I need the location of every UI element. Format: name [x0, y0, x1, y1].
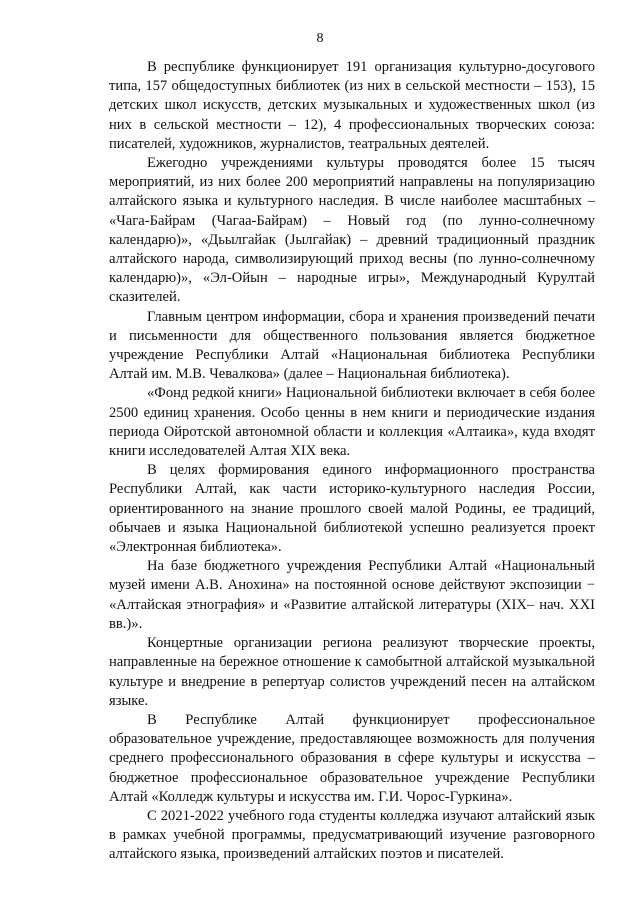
paragraph-cultural-organizations: В республике функционирует 191 организация культурно-досугового типа, 157 общедоступных библиотек (из них в сельской местности – 153), 15 детских школ искусств, детских музыкальных и художественных школ (из них в сельской местности – 12), 4 профессиональных творческих союза: писателей, художников, журналистов, театральных деятелей. [109, 59, 595, 152]
paragraph-electronic-library: В целях формирования единого информационного пространства Республики Алтай, как части историко-культурного наследия России, ориентированного на знание прошлого своей малой Родины, ее традиций, обычаев и языка Национальной библиотекой успешно реализуется проект «Электронная библиотека». [109, 462, 595, 556]
page-number: 8 [316, 31, 324, 46]
paragraph-concert-organizations: Концертные организации региона реализуют творческие проекты, направленные на бережное отношение к самобытной алтайской музыкальной культуре и внедрение в репертуар солистов учреждений песен на алтайском языке. [109, 635, 595, 709]
paragraph-college-studies: С 2021-2022 учебного года студенты колледжа изучают алтайский язык в рамках учебной программы, предусматривающий изучение разговорного алтайского языка, произведений алтайских поэтов и писателей. [109, 807, 595, 863]
paragraph-annual-events: Ежегодно учреждениями культуры проводятся более 15 тысяч мероприятий, из них более 200 мероприятий направлены на популяризацию алтайского языка и культурного наследия. В числе наиболее масштабных – «Чага-Байрам (Чагаа-Байрам) – Новый год (по лунно-солнечному календарю)», «Дьылгайак (Јылгайак) – древний традиционный праздник алтайского народа, символизирующий приход весны (по лунно-солнечному календарю)», «Эл-Ойын – народные игры», Международный Курултай сказителей. [109, 155, 595, 306]
document-body [109, 58, 595, 865]
paragraph-college: В Республике Алтай функционирует профессиональное образовательное учреждение, предоставляющее возможность для получения среднего профессионального образования в сфере культуры и искусства – бюджетное профессиональное образовательное учреждение Республики Алтай «Колледж культуры и искусства им. Г.И. Чорос-Гуркина». [109, 711, 595, 805]
paragraph-national-museum: На базе бюджетного учреждения Республики Алтай «Национальный музей имени А.В. Анохина» на постоянной основе действуют экспозиции − «Алтайская этнография» и «Развитие алтайской литературы (XIX– нач. XXI вв.)». [109, 558, 595, 632]
paragraph-national-library: Главным центром информации, сбора и хранения произведений печати и письменности для общественного пользования является бюджетное учреждение Республики Алтай «Национальная библиотека Республики Алтай им. М.В. Чевалкова» (далее – Национальная библиотека). [109, 308, 595, 383]
paragraph-rare-book-fund: «Фонд редкой книги» Национальной библиотеки включает в себя более 2500 единиц хранения. Особо ценны в нем книги и периодические издания периода Ойротской автономной области и коллекция «Алтаика», куда входят книги исследователей Алтая XIX века. [109, 385, 595, 460]
